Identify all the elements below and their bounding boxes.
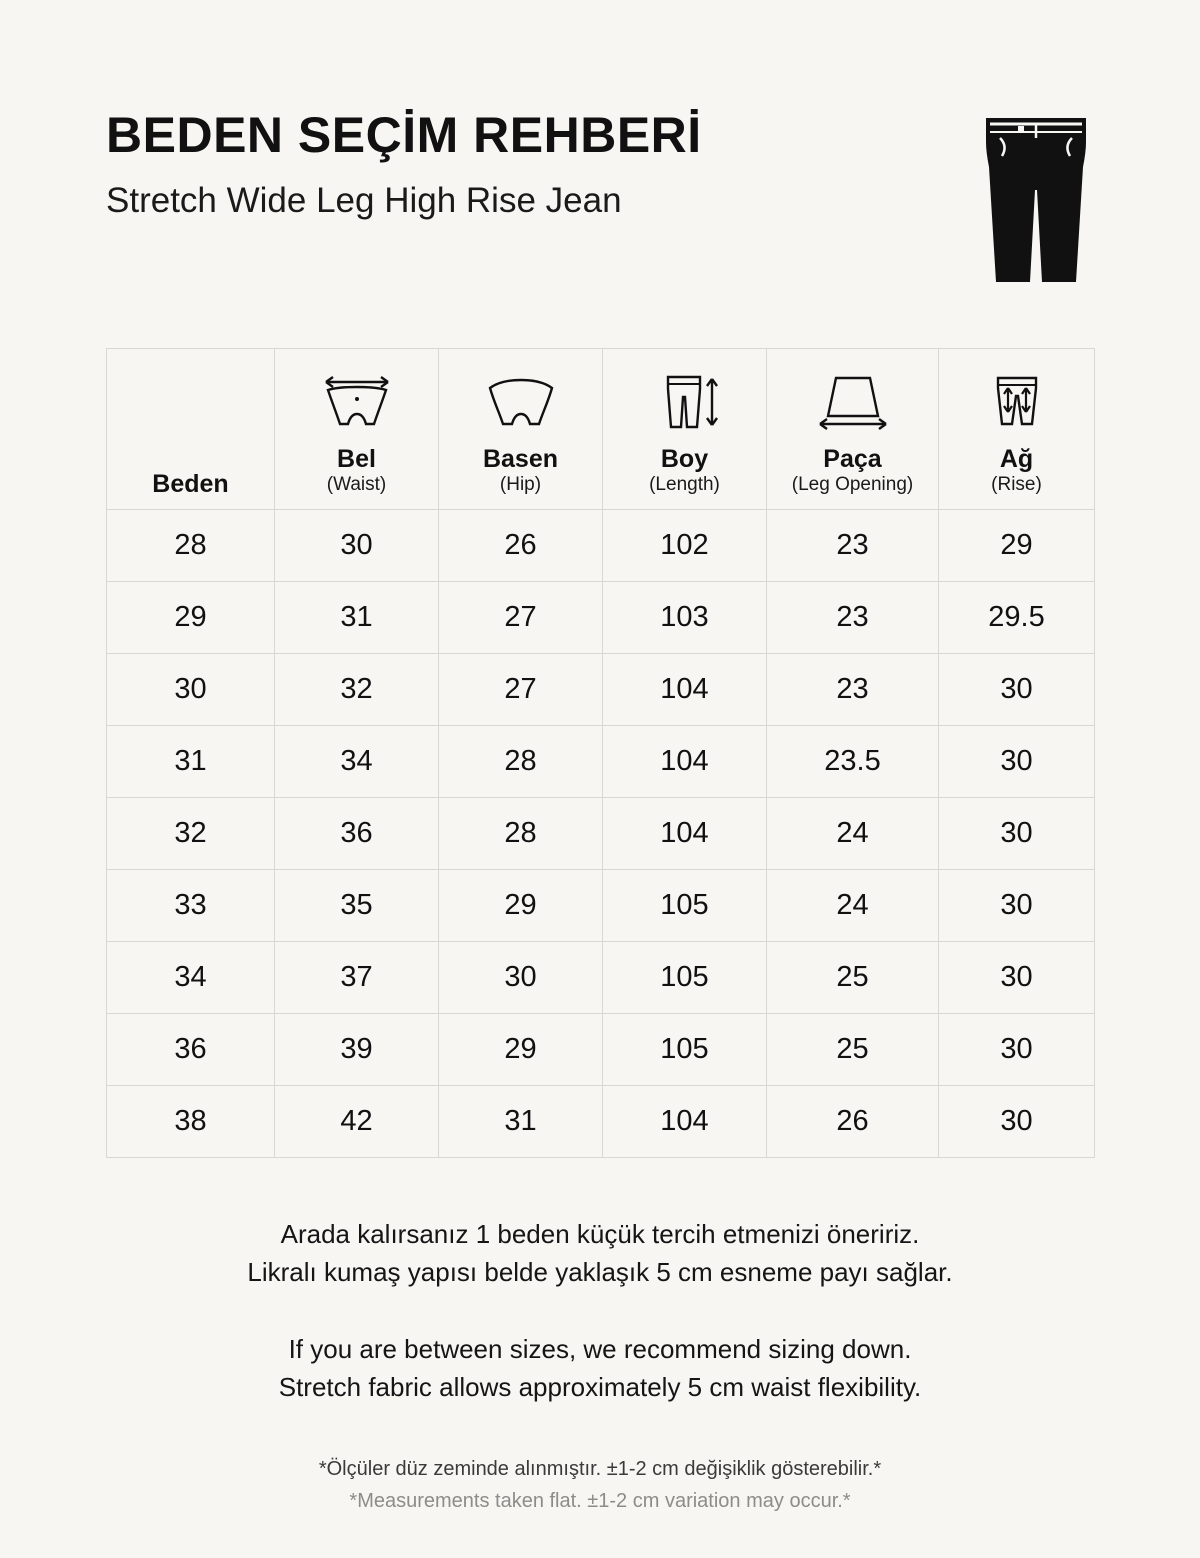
size-cell: 33 [107,870,275,942]
note-tr-line2: Likralı kumaş yapısı belde yaklaşık 5 cm esneme payı sağlar. [247,1256,953,1287]
column-header-boy [603,349,767,510]
measure-cell: 105 [603,1014,767,1086]
measure-cell: 104 [603,1086,767,1158]
measure-cell: 34 [275,726,439,798]
measure-cell: 28 [439,726,603,798]
page-header [106,0,1094,292]
disclaimer-section [106,1455,1094,1515]
column-sublabel: (Hip) [499,474,542,496]
note-english [106,1331,1094,1406]
measure-cell: 104 [603,798,767,870]
table-header-row [107,349,1095,510]
measure-cell: 23 [767,582,939,654]
size-cell: 38 [107,1086,275,1158]
page-title: BEDEN SEÇİM REHBERİ [106,107,702,163]
measure-cell: 29 [939,510,1095,582]
column-sublabel: (Waist) [326,474,387,496]
column-sublabel: (Rise) [991,474,1042,496]
measure-cell: 29 [439,870,603,942]
measure-cell: 23.5 [767,726,939,798]
table-row [107,654,1095,726]
column-label: Paça [823,444,882,473]
leg-opening-measure-icon [806,370,900,432]
measure-cell: 104 [603,726,767,798]
table-row [107,582,1095,654]
measure-cell: 24 [767,798,939,870]
column-header-basen [439,349,603,510]
measure-cell: 23 [767,510,939,582]
column-sublabel: (Length) [649,474,720,496]
rise-measure-icon [974,370,1060,432]
size-cell: 36 [107,1014,275,1086]
measure-cell: 31 [275,582,439,654]
waist-measure-icon [314,370,400,432]
column-sublabel: (Leg Opening) [791,474,914,496]
measure-cell: 28 [439,798,603,870]
measure-cell: 30 [939,870,1095,942]
measure-cell: 25 [767,942,939,1014]
size-table-head [107,349,1095,510]
table-row [107,726,1095,798]
measure-cell: 30 [439,942,603,1014]
measure-cell: 104 [603,654,767,726]
measure-cell: 30 [939,798,1095,870]
size-cell: 32 [107,798,275,870]
disclaimer-english: *Measurements taken flat. ±1-2 cm variation may occur.* [349,1489,851,1512]
note-en-line1: If you are between sizes, we recommend sizing down. [288,1334,912,1365]
size-cell: 28 [107,510,275,582]
measure-cell: 102 [603,510,767,582]
table-row [107,510,1095,582]
column-header-paca [767,349,939,510]
table-row [107,1086,1095,1158]
measure-cell: 30 [939,942,1095,1014]
column-header-ag [939,349,1095,510]
note-en-line2: Stretch fabric allows approximately 5 cm waist flexibility. [278,1372,922,1403]
measure-cell: 105 [603,942,767,1014]
table-row [107,1014,1095,1086]
measure-cell: 27 [439,582,603,654]
size-cell: 29 [107,582,275,654]
size-cell: 30 [107,654,275,726]
measure-cell: 42 [275,1086,439,1158]
column-label: Basen [482,444,559,473]
measure-cell: 30 [939,1086,1095,1158]
measure-cell: 24 [767,870,939,942]
note-tr-line1: Arada kalırsanız 1 beden küçük tercih etmenizi öneririz. [280,1219,920,1249]
measure-cell: 29.5 [939,582,1095,654]
measure-cell: 35 [275,870,439,942]
measure-cell: 30 [275,510,439,582]
table-row [107,942,1095,1014]
column-label: Bel [337,444,376,473]
size-table-body [107,510,1095,1158]
measure-cell: 36 [275,798,439,870]
jeans-icon [980,112,1092,292]
column-label: Beden [152,469,229,498]
column-label: Boy [660,444,709,473]
measure-cell: 27 [439,654,603,726]
title-block [106,108,980,221]
table-row [107,798,1095,870]
measure-cell: 32 [275,654,439,726]
notes-section [106,1216,1094,1407]
page-subtitle: Stretch Wide Leg High Rise Jean [106,181,622,220]
measure-cell: 105 [603,870,767,942]
column-label: Ağ [999,444,1034,473]
measure-cell: 26 [439,510,603,582]
measure-cell: 30 [939,726,1095,798]
measure-cell: 39 [275,1014,439,1086]
measure-cell: 31 [439,1086,603,1158]
hip-measure-icon [478,370,564,432]
size-cell: 34 [107,942,275,1014]
measure-cell: 30 [939,654,1095,726]
column-header-beden [107,349,275,510]
measure-cell: 30 [939,1014,1095,1086]
measure-cell: 29 [439,1014,603,1086]
measure-cell: 37 [275,942,439,1014]
measure-cell: 23 [767,654,939,726]
measure-cell: 25 [767,1014,939,1086]
measure-cell: 26 [767,1086,939,1158]
size-cell: 31 [107,726,275,798]
note-turkish [106,1216,1094,1291]
measure-cell: 103 [603,582,767,654]
size-table [106,348,1095,1158]
table-row [107,870,1095,942]
column-header-bel [275,349,439,510]
size-table-wrapper [106,348,1094,1158]
disclaimer-turkish: *Ölçüler düz zeminde alınmıştır. ±1-2 cm değişiklik gösterebilir.* [318,1457,882,1480]
length-measure-icon [642,370,728,432]
